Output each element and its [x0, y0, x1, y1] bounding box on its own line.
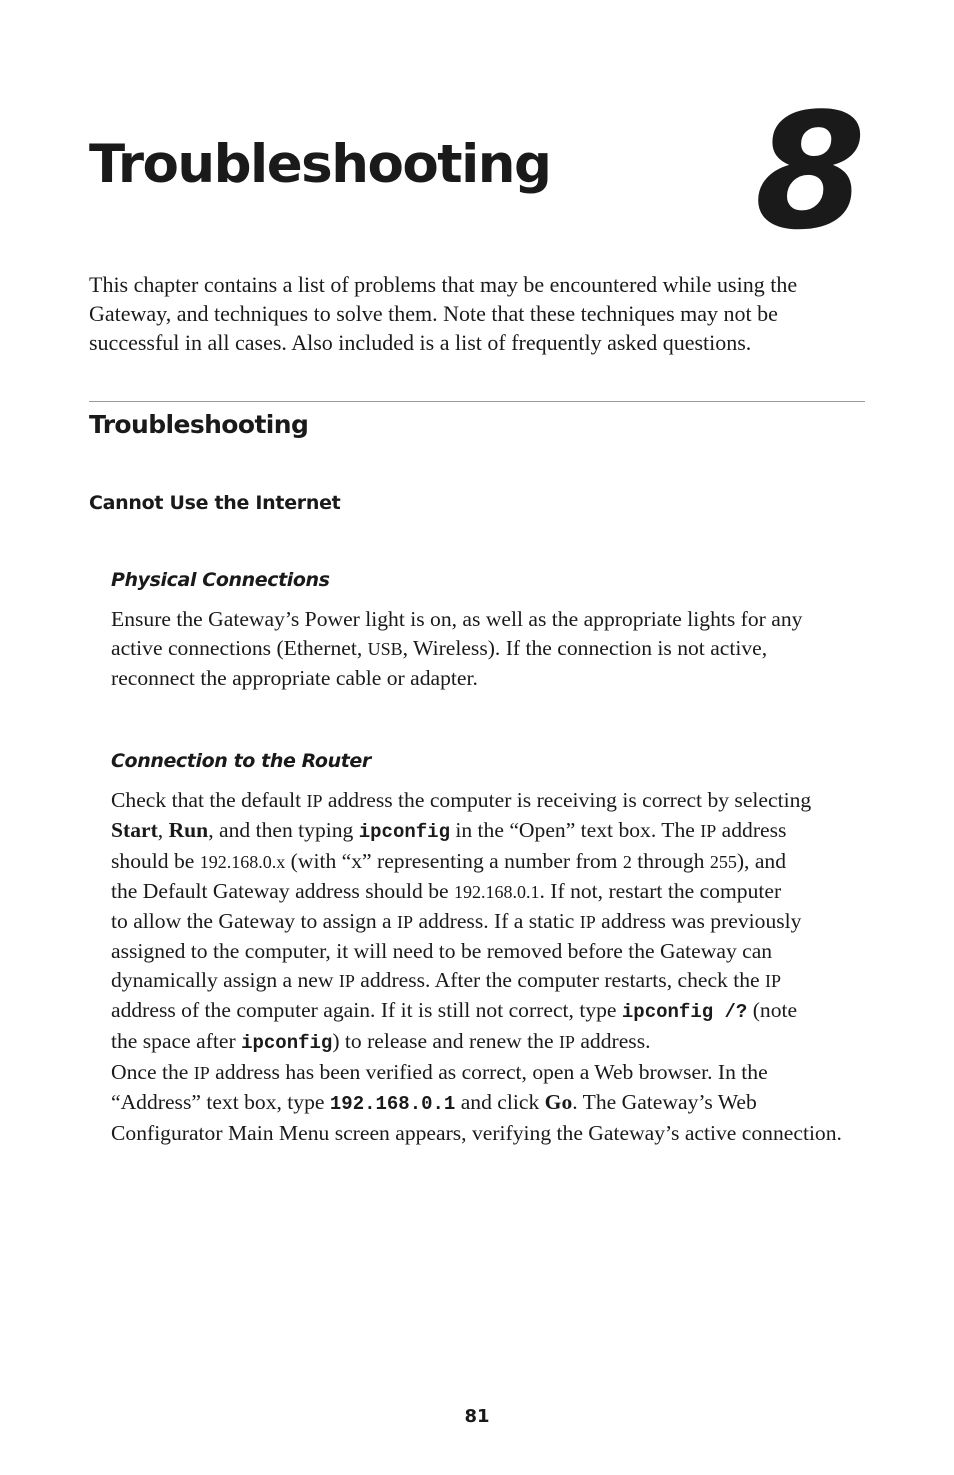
text-line: Once the IP address has been verified as correct, open a Web browser. In the — [111, 1060, 768, 1084]
text-line: Configurator Main Menu screen appears, verifying the Gateway’s active connection. — [111, 1121, 842, 1145]
text-line: assigned to the computer, it will need to be removed before the Gateway can — [111, 939, 773, 963]
text-line: should be 192.168.0.x (with “x” representing a number from 2 through 255), and — [111, 849, 787, 873]
section-heading: Troubleshooting — [89, 410, 309, 439]
chapter-title: Troubleshooting — [89, 134, 551, 195]
chapter-intro: This chapter contains a list of problems that may be encountered while using the Gateway, and techniques to solve them. Note that these techniques may not be successful in all cases. Also included is a list of frequently asked questions. — [89, 272, 798, 355]
text-line: the space after ipconfig) to release and renew the IP address. — [111, 1029, 651, 1054]
text-line: to allow the Gateway to assign a IP address. If a static IP address was previously — [111, 909, 802, 933]
text-line: the Default Gateway address should be 192.168.0.1. If not, restart the computer — [111, 879, 782, 903]
subsection-heading: Cannot Use the Internet — [89, 492, 341, 514]
connection-router-body — [111, 786, 871, 1148]
text-line: Start, Run, and then typing ipconfig in the “Open” text box. The IP address — [111, 818, 787, 843]
physical-connections-body — [111, 605, 871, 693]
text-line: active connections (Ethernet, USB, Wireless). If the connection is not active, — [111, 636, 768, 660]
text-line: reconnect the appropriate cable or adapter. — [111, 666, 478, 690]
text-line: address of the computer again. If it is still not correct, type ipconfig /? (note — [111, 998, 798, 1023]
connection-router-heading: Connection to the Router — [111, 750, 371, 772]
chapter-number: 8 — [754, 78, 862, 265]
section-divider — [89, 401, 865, 402]
text-line: “Address” text box, type 192.168.0.1 and click Go. The Gateway’s Web — [111, 1090, 757, 1115]
text-line: Ensure the Gateway’s Power light is on, as well as the appropriate lights for any — [111, 607, 803, 631]
page-number: 81 — [464, 1406, 490, 1427]
text-line: Check that the default IP address the computer is receiving is correct by selecting — [111, 788, 812, 812]
text-line: dynamically assign a new IP address. After the computer restarts, check the IP — [111, 968, 782, 992]
physical-connections-heading: Physical Connections — [111, 569, 330, 591]
